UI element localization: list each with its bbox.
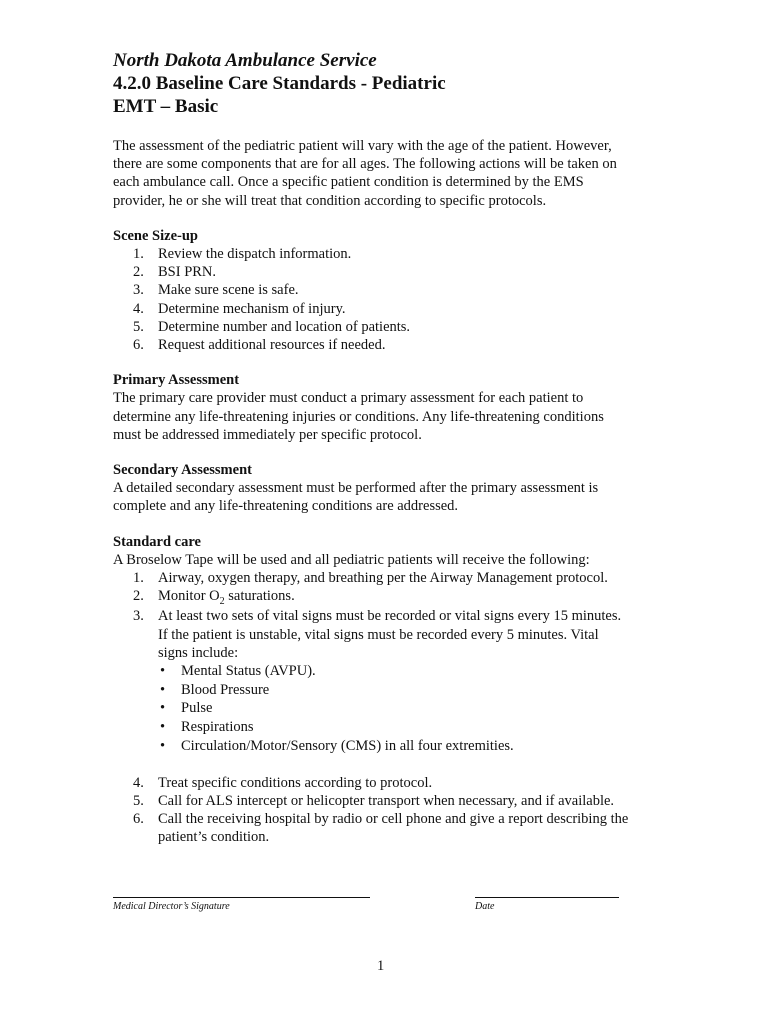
primary-paragraph [113,389,673,444]
intro-line: there are some components that are for all ages. The following actions will be taken on [113,156,617,173]
signature-block [113,897,370,912]
paragraph-line: must be addressed immediately per specific protocol. [113,426,422,443]
list-item: 4. Treat specific conditions according to protocol. [133,774,433,791]
org-name: North Dakota Ambulance Service [113,50,377,71]
standard-care-heading: Standard care [113,533,201,550]
intro-line: The assessment of the pediatric patient will vary with the age of the patient. However, [113,138,612,154]
date-label: Date [475,901,495,912]
standard-care-lead: A Broselow Tape will be used and all pediatric patients will receive the following: [113,551,590,568]
provider-level: EMT – Basic [113,96,219,117]
scene-heading: Scene Size-up [113,227,198,244]
protocol-title: 4.2.0 Baseline Care Standards - Pediatric [113,73,446,94]
paragraph-line: The primary care provider must conduct a primary assessment for each patient to [113,390,584,407]
list-item: 4. Determine mechanism of injury. [133,300,346,317]
list-item: 1. Review the dispatch information. [133,246,352,263]
bullet-item: • Respirations [160,719,254,736]
secondary-heading: Secondary Assessment [113,462,252,479]
list-item: 6. Request additional resources if needed. [133,337,386,354]
list-item: 3. At least two sets of vital signs must be recorded or vital signs every 15 minutes. If the patient is unstable, vital signs must be recorded every 5 minutes. Vital signs include: • Mental Status (AVPU). • Blood Pressure • Pulse • Respirations • Circulation/Motor/Sensory (CMS) in all four extremities. [113,607,673,773]
primary-heading: Primary Assessment [113,372,240,389]
secondary-paragraph [113,479,673,515]
intro-line: provider, he or she will treat that condition according to specific protocols. [113,192,547,209]
list-item: 3. Make sure scene is safe. [133,282,299,299]
paragraph-line: A detailed secondary assessment must be performed after the primary assessment is [113,480,599,497]
paragraph-line: complete and any life-threatening conditions are addressed. [113,498,459,515]
standard-care-list [113,569,673,846]
bullet-item: • Mental Status (AVPU). [160,663,316,680]
intro-paragraph [113,137,673,210]
list-item: 6. Call the receiving hospital by radio or cell phone and give a report describing the patient’s condition. [133,811,629,846]
list-item: 5. Call for ALS intercept or helicopter transport when necessary, and if available. [133,792,615,809]
date-line[interactable] [475,897,619,898]
signature-label: Medical Director’s Signature [113,901,230,912]
bullet-item: • Circulation/Motor/Sensory (CMS) in all four extremities. [160,737,514,754]
bullet-item: • Pulse [160,700,213,717]
list-item: 2. BSI PRN. [133,264,217,281]
intro-line: each ambulance call. Once a specific patient condition is determined by the EMS [113,174,584,191]
document-page [113,49,673,846]
list-item: 1. Airway, oxygen therapy, and breathing per the Airway Management protocol. [133,570,608,587]
scene-list [113,245,673,354]
paragraph-line: determine any life-threatening injuries or conditions. Any life-threatening conditions [113,408,604,425]
page-number: 1 [377,958,385,974]
list-item: 5. Determine number and location of patients. [133,318,411,335]
vital-signs-list [158,662,673,756]
signature-line[interactable] [113,897,370,898]
date-block [475,897,619,912]
list-item: 2. Monitor $O_2$ saturations. [133,588,295,608]
bullet-item: • Blood Pressure [160,681,270,698]
